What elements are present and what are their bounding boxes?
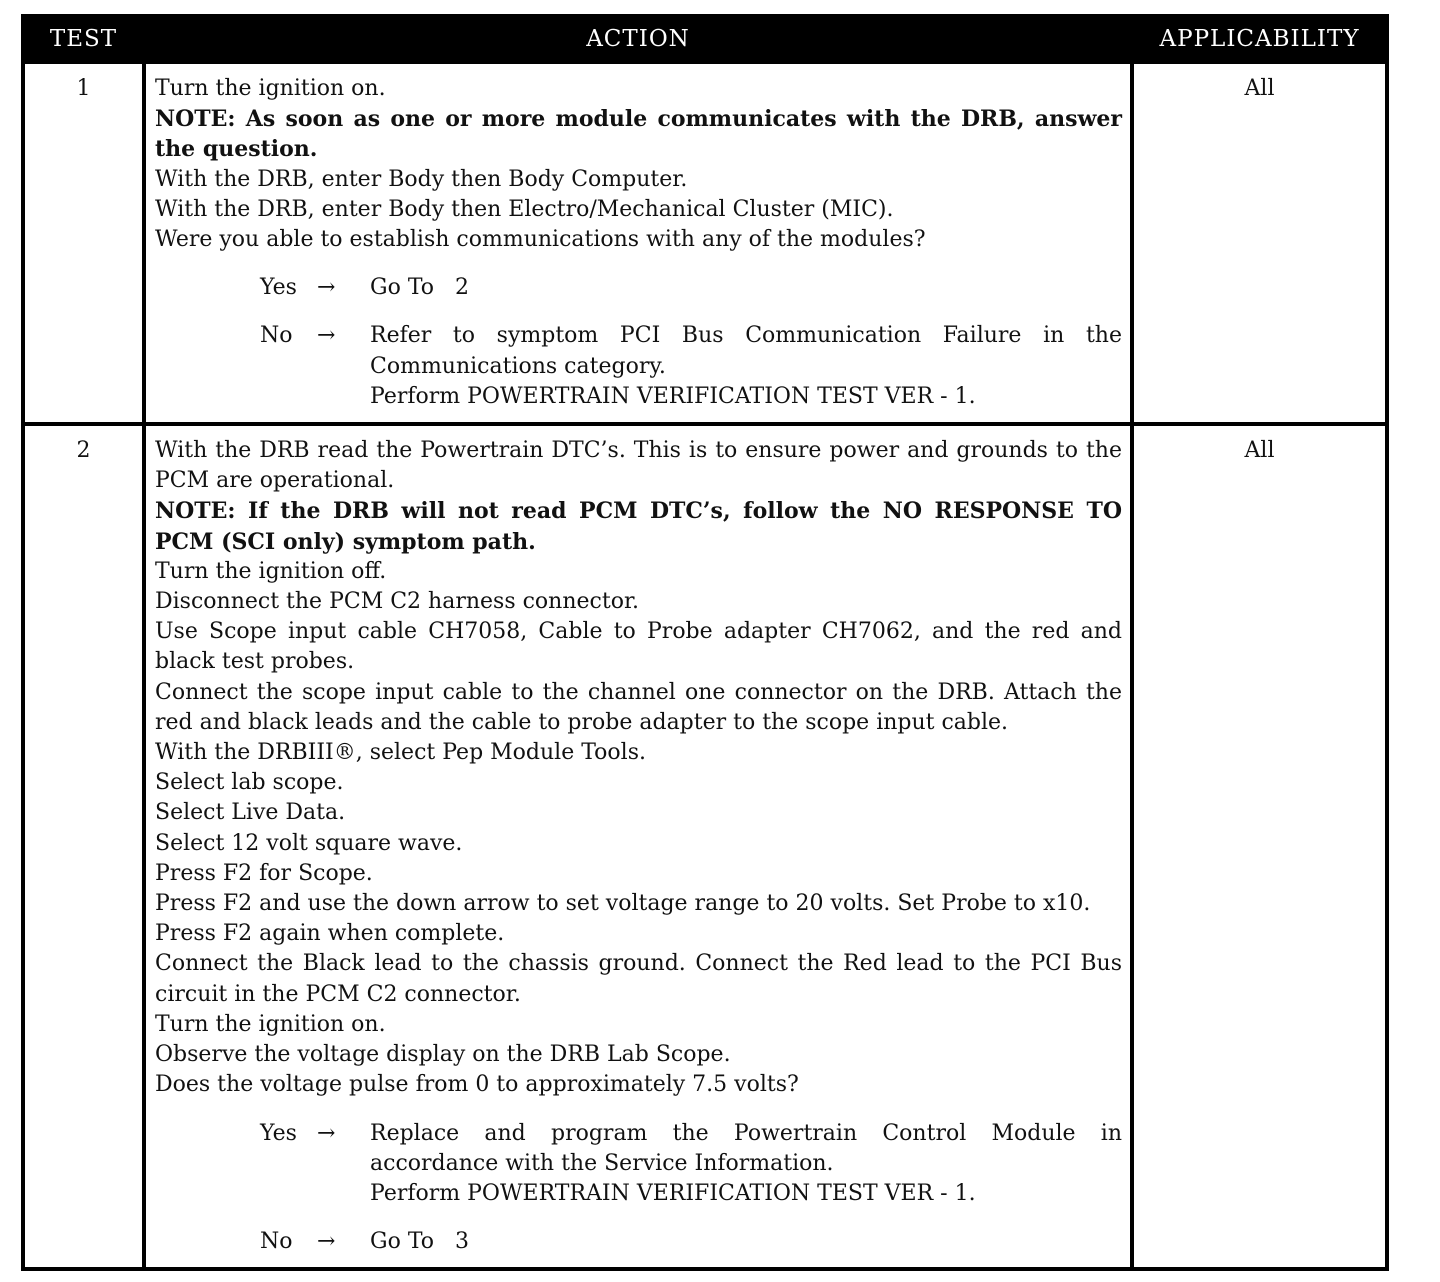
branch-answer: No [260, 1229, 293, 1255]
test-number: 2 [23, 424, 144, 1269]
branch-result [370, 1227, 1122, 1257]
action-line: Connect the Black lead to the chassis ground. Connect the Red lead to the PCI Bus circuit in the PCM C2 connector. [155, 951, 1122, 1007]
branch-yes [260, 1119, 1122, 1210]
branch-result-line: Go To 2 [370, 275, 469, 301]
action-line: Press F2 and use the down arrow to set voltage range to 20 volts. Set Probe to x10. [155, 891, 1091, 917]
arrow-icon: → [317, 1120, 336, 1146]
action-line: With the DRBIII®, select Pep Module Tools. [155, 740, 646, 766]
branch-result [370, 273, 1122, 303]
branch-result-line: Go To 3 [370, 1229, 469, 1255]
branch-result-line: Perform POWERTRAIN VERIFICATION TEST VER - 1. [370, 383, 976, 409]
action-line: Connect the scope input cable to the channel one connector on the DRB. Attach the red and black leads and the cable to probe adapter to the scope input cable. [155, 679, 1122, 735]
action-cell [144, 62, 1132, 424]
action-line: Select 12 volt square wave. [155, 830, 463, 856]
branch-answer: Yes [260, 1120, 297, 1146]
test-number: 1 [23, 62, 144, 424]
branch-result [370, 321, 1122, 412]
action-line: Turn the ignition off. [155, 558, 387, 584]
action-line: With the DRB, enter Body then Electro/Mechanical Cluster (MIC). [155, 196, 894, 222]
header-action: ACTION [144, 16, 1132, 62]
action-line: Does the voltage pulse from 0 to approximately 7.5 volts? [155, 1072, 799, 1098]
action-line: Press F2 again when complete. [155, 921, 505, 947]
action-line: With the DRB read the Powertrain DTC’s. This is to ensure power and grounds to the PCM are operational. [155, 438, 1122, 494]
branch-answer: No [260, 323, 293, 349]
action-line: Turn the ignition on. [155, 76, 386, 101]
action-line: Disconnect the PCM C2 harness connector. [155, 589, 640, 615]
action-line: Use Scope input cable CH7058, Cable to Probe adapter CH7062, and the red and black test probes. [155, 619, 1122, 675]
table-row [23, 424, 1387, 1269]
branch-yes [260, 273, 1122, 303]
branch-no [260, 1227, 1122, 1257]
applicability-value: All [1132, 62, 1387, 424]
action-cell [144, 424, 1132, 1269]
branch-no [260, 321, 1122, 412]
action-line: Press F2 for Scope. [155, 860, 373, 886]
note-line: NOTE: If the DRB will not read PCM DTC’s, follow the NO RESPONSE TO PCM (SCI only) symptom path. [155, 498, 1122, 555]
note-line: NOTE: As soon as one or more module communicates with the DRB, answer the question. [155, 106, 1122, 163]
branch-result-line: Refer to symptom PCI Bus Communication Failure in the Communications category. [370, 323, 1122, 379]
arrow-icon: → [317, 323, 336, 349]
branch-result [370, 1119, 1122, 1210]
arrow-icon: → [317, 275, 336, 301]
test-procedure-table [21, 14, 1389, 1271]
arrow-icon: → [317, 1229, 336, 1255]
action-line: Turn the ignition on. [155, 1011, 386, 1037]
header-row [23, 16, 1387, 62]
action-line: Select lab scope. [155, 770, 344, 796]
action-line: Observe the voltage display on the DRB Lab Scope. [155, 1042, 731, 1068]
action-line: Were you able to establish communications with any of the modules? [155, 227, 926, 253]
action-line: With the DRB, enter Body then Body Computer. [155, 166, 688, 192]
branch-result-line: Perform POWERTRAIN VERIFICATION TEST VER - 1. [370, 1180, 976, 1206]
branch-result-line: Replace and program the Powertrain Control Module in accordance with the Service Information. [370, 1120, 1122, 1176]
branch-answer: Yes [260, 275, 297, 301]
applicability-value: All [1132, 424, 1387, 1269]
action-line: Select Live Data. [155, 800, 346, 826]
table-row [23, 62, 1387, 424]
header-applicability: APPLICABILITY [1132, 16, 1387, 62]
header-test: TEST [23, 16, 144, 62]
